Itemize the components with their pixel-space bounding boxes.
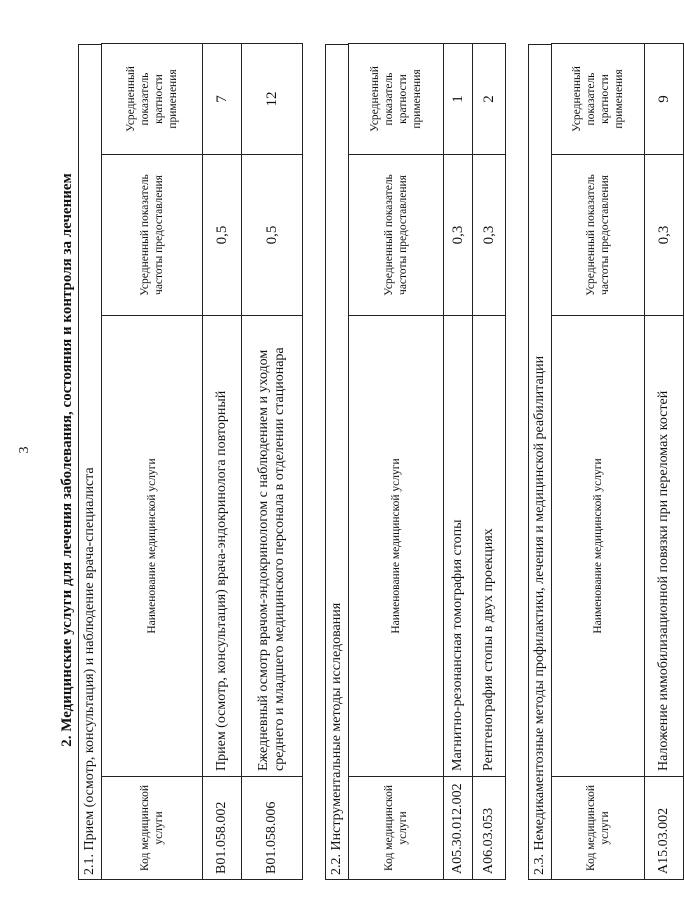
header-code: Код медицинской услуги (552, 777, 645, 880)
services-table-2-2 (348, 43, 506, 880)
row-code: A06.03.053 (473, 777, 506, 880)
header-code: Код медицинской услуги (102, 777, 203, 880)
services-table-2-3 (551, 43, 684, 880)
subsection-2-2 (325, 44, 348, 880)
row-name: Ежедневный осмотр врачом-эндокринологом с наблюдением и уходом среднего и младшего медицинского персонала в отделении стационара (242, 316, 303, 777)
header-freq: Усредненный показатель частоты предоставления (102, 155, 203, 316)
header-freq: Усредненный показатель частоты предоставления (552, 155, 645, 316)
subsection-2-1 (78, 44, 101, 880)
table-row (444, 44, 473, 880)
table-row (203, 44, 242, 880)
header-name: Наименование медицинской услуги (102, 316, 203, 777)
row-name: Магнитно-резонансная томография стопы (444, 316, 473, 777)
document-content (56, 40, 672, 880)
table-row (242, 44, 303, 880)
subsection-title: 2.3. Немедикаментозные методы профилактики, лечения и медицинской реабилитации (532, 355, 547, 875)
table-header-row (102, 44, 203, 880)
row-freq: 0,3 (444, 155, 473, 316)
row-code: A15.03.002 (645, 777, 684, 880)
section-title: 2. Медицинские услуги для лечения заболевания, состояния и контроля за лечением (59, 173, 75, 747)
row-code: A05.30.012.002 (444, 777, 473, 880)
row-name: Наложение иммобилизационной повязки при переломах костей (645, 316, 684, 777)
header-name: Наименование медицинской услуги (349, 316, 444, 777)
table-header-row (552, 44, 645, 880)
row-freq: 0,3 (645, 155, 684, 316)
header-mult: Усредненный показатель кратности применения (349, 44, 444, 155)
table-row (645, 44, 684, 880)
row-mult: 9 (645, 44, 684, 155)
header-mult: Усредненный показатель кратности применения (102, 44, 203, 155)
row-code: B01.058.006 (242, 777, 303, 880)
services-table-2-1 (101, 43, 303, 880)
row-mult: 2 (473, 44, 506, 155)
table-row (473, 44, 506, 880)
row-freq: 0,3 (473, 155, 506, 316)
row-mult: 1 (444, 44, 473, 155)
header-name: Наименование медицинской услуги (552, 316, 645, 777)
table-header-row (349, 44, 444, 880)
row-code: B01.058.002 (203, 777, 242, 880)
row-name: Рентгенография стопы в двух проекциях (473, 316, 506, 777)
row-mult: 7 (203, 44, 242, 155)
header-freq: Усредненный показатель частоты предоставления (349, 155, 444, 316)
row-freq: 0,5 (242, 155, 303, 316)
subsection-2-3 (528, 44, 551, 880)
subsection-title: 2.1. Прием (осмотр, консультация) и наблюдение врача-специалиста (82, 467, 97, 875)
header-mult: Усредненный показатель кратности применения (552, 44, 645, 155)
page-number: 3 (17, 446, 32, 454)
row-mult: 12 (242, 44, 303, 155)
subsection-title: 2.2. Инструментальные методы исследования (329, 602, 344, 875)
header-code: Код медицинской услуги (349, 777, 444, 880)
row-freq: 0,5 (203, 155, 242, 316)
row-name: Прием (осмотр, консультация) врача-эндокринолога повторный (203, 316, 242, 777)
